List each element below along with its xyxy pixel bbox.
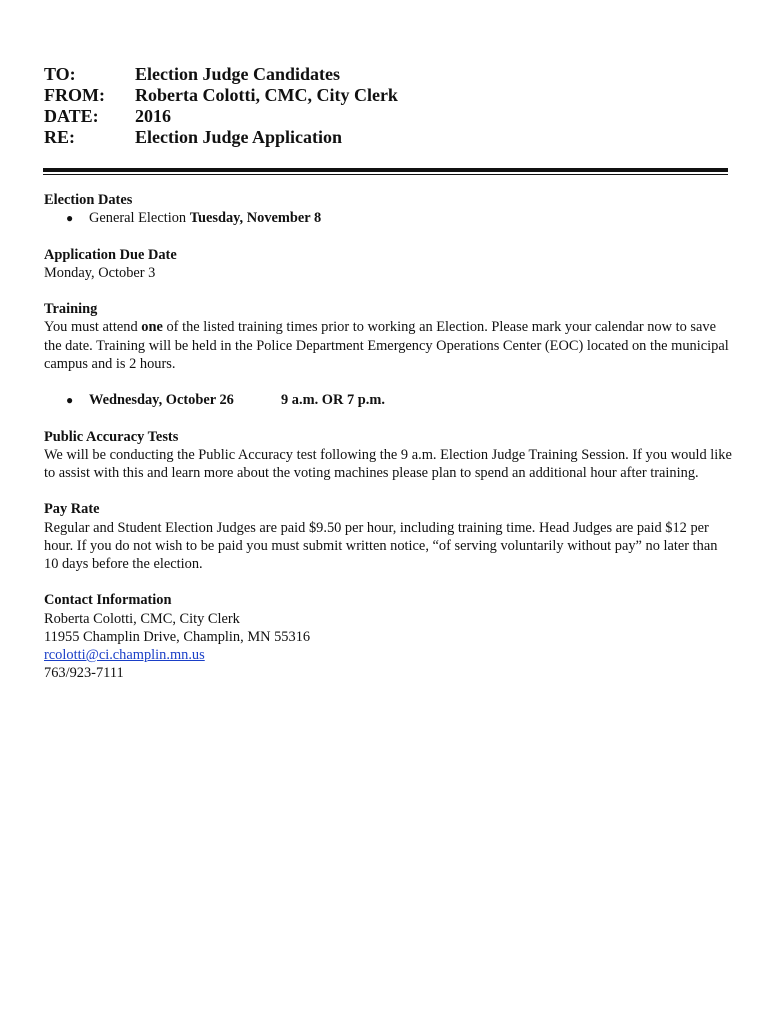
election-date-bold: Tuesday, November 8	[189, 210, 322, 227]
memo-date-value: 2016	[135, 106, 171, 126]
memo-to-value: Election Judge Candidates	[135, 64, 341, 84]
memo-from-label: FROM:	[44, 85, 105, 105]
contact-section	[44, 591, 734, 682]
header-divider-thin	[43, 174, 728, 175]
training-heading: Training	[44, 301, 98, 318]
election-dates-heading: Election Dates	[44, 192, 133, 208]
contact-address: 11955 Champlin Drive, Champlin, MN 55316	[44, 628, 311, 645]
contact-heading: Contact Information	[44, 592, 172, 609]
contact-name: Roberta Colotti, CMC, City Clerk	[44, 610, 240, 627]
memo-date-row	[44, 106, 724, 127]
memo-header	[44, 64, 724, 148]
application-due-value: Monday, October 3	[44, 264, 156, 281]
memo-date-label: DATE:	[44, 106, 99, 126]
application-due-heading: Application Due Date	[44, 246, 177, 263]
memo-to-label: TO:	[44, 64, 76, 84]
contact-email-link[interactable]: rcolotti@ci.champlin.mn.us	[44, 646, 205, 663]
memo-body	[44, 191, 734, 682]
training-paragraph	[44, 318, 734, 373]
accuracy-tests-heading: Public Accuracy Tests	[44, 428, 179, 445]
election-dates-section	[44, 191, 734, 227]
training-text-bold: one	[141, 319, 163, 336]
training-text-after: of the listed training times prior to working an Election. Please mark your calendar now to save the date. Training will be held in the Police Department Emergency Operations Center (EOC) located on the municipal campus and is 2 hours.	[44, 319, 729, 372]
memo-from-value: Roberta Colotti, CMC, City Clerk	[135, 85, 398, 105]
accuracy-tests-section	[44, 428, 734, 483]
training-section	[44, 300, 734, 409]
memo-re-label: RE:	[44, 127, 75, 147]
header-divider-thick	[43, 168, 728, 172]
memo-re-row	[44, 127, 724, 148]
election-date-prefix: General Election	[89, 210, 190, 227]
pay-rate-paragraph: Regular and Student Election Judges are paid $9.50 per hour, including training time. Head Judges are paid $12 per hour. If you do not wish to be paid you must submit written notice, “of serving voluntarily without pay” no later than 10 days before the election.	[44, 519, 718, 572]
training-session-bullet	[44, 391, 734, 409]
pay-rate-heading: Pay Rate	[44, 501, 100, 518]
pay-rate-section	[44, 500, 734, 573]
training-session-times: 9 a.m. OR 7 p.m.	[281, 392, 385, 409]
training-session-day: Wednesday, October 26	[89, 392, 234, 409]
election-date-bullet	[44, 209, 734, 227]
bullet-icon: ●	[66, 211, 74, 226]
bullet-icon: ●	[66, 393, 74, 408]
accuracy-tests-paragraph: We will be conducting the Public Accuracy test following the 9 a.m. Election Judge Training Session. If you would like to assist with this and learn more about the voting machines please plan to spend an additional hour after training.	[44, 446, 732, 481]
memo-from-row	[44, 85, 724, 106]
application-due-section	[44, 246, 734, 282]
training-text-before: You must attend	[44, 319, 142, 336]
memo-re-value: Election Judge Application	[135, 127, 343, 147]
election-date-text	[89, 209, 321, 227]
memo-to-row	[44, 64, 724, 85]
contact-phone: 763/923-7111	[44, 665, 124, 682]
